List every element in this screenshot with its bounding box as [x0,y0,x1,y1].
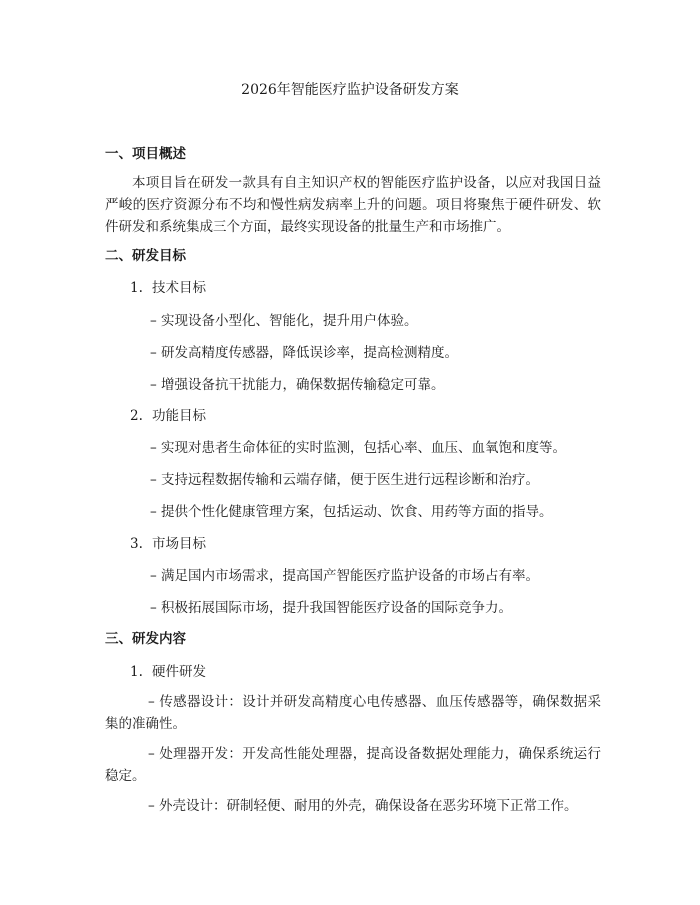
list-item: – 处理器开发：开发高性能处理器，提高设备数据处理能力，确保系统运行稳定。 [105,746,601,784]
list-item: – 实现对患者生命体征的实时监测，包括心率、血压、血氧饱和度等。 [150,440,567,456]
list-item: – 提供个性化健康管理方案，包括运动、饮食、用药等方面的指导。 [150,504,553,520]
list-item: – 满足国内市场需求，提高国产智能医疗监护设备的市场占有率。 [150,568,540,584]
list-number: 1. [130,280,143,296]
list-item: – 增强设备抗干扰能力，确保数据传输稳定可靠。 [150,377,445,393]
list-number: 2. [130,408,143,424]
list-item: – 积极拓展国际市场，提升我国智能医疗设备的国际竞争力。 [150,600,513,616]
overview-paragraph: 本项目旨在研发一款具有自主知识产权的智能医疗监护设备，以应对我国日益严峻的医疗资源分布不均和慢性病发病率上升的问题。项目将聚焦于硬件研发、软件研发和系统集成三个方面，最终实现设备的批量生产和市场推广。 [105,175,601,235]
list-item: – 支持远程数据传输和云端存储，便于医生进行远程诊断和治疗。 [150,472,540,488]
goal-item-market [130,534,206,554]
list-item: – 外壳设计：研制轻便、耐用的外壳，确保设备在恶劣环境下正常工作。 [148,798,578,814]
goal-item-technical [130,278,206,298]
list-label: 功能目标 [152,408,206,424]
list-item: – 实现设备小型化、智能化，提升用户体验。 [150,313,418,329]
list-number: 3. [130,536,143,552]
section-heading-overview: 一、项目概述 [105,146,186,162]
list-item: – 研发高精度传感器，降低误诊率，提高检测精度。 [150,345,459,361]
list-label: 技术目标 [152,280,206,296]
list-label: 市场目标 [152,536,206,552]
goal-item-functional [130,406,206,426]
list-label: 硬件研发 [152,664,206,680]
list-number: 1. [130,664,143,680]
list-item: – 传感器设计：设计并研发高精度心电传感器、血压传感器等，确保数据采集的准确性。 [105,694,601,732]
content-item-hardware [130,662,206,682]
document-title: 2026年智能医疗监护设备研发方案 [241,82,459,98]
section-heading-content: 三、研发内容 [105,631,186,647]
section-heading-goals: 二、研发目标 [105,248,186,264]
